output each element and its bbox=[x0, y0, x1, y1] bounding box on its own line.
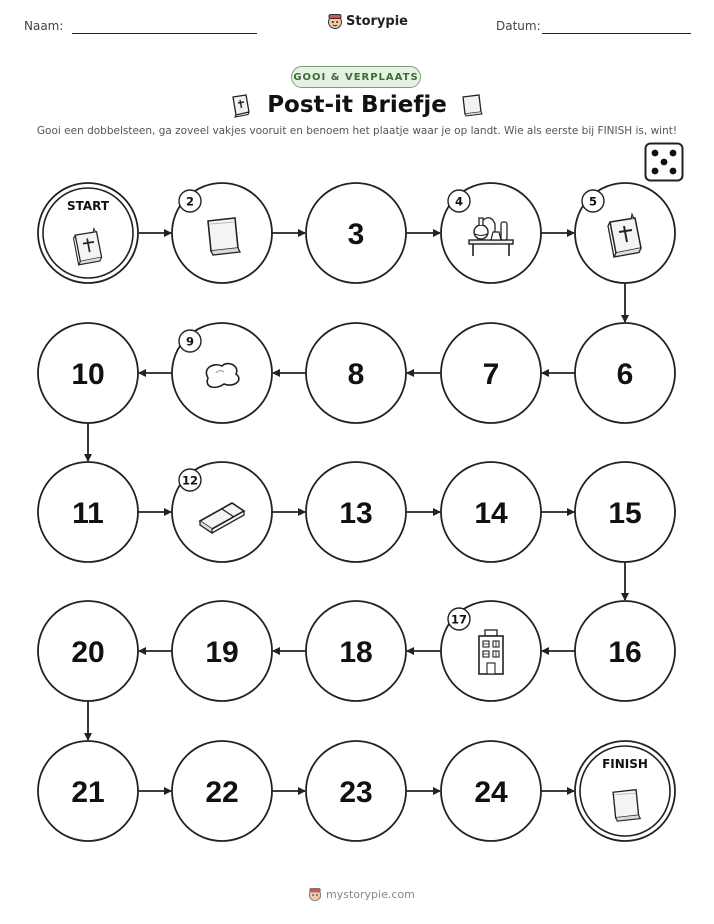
brand-name: Storypie bbox=[346, 14, 408, 29]
square-number: 20 bbox=[71, 636, 105, 669]
board-square-22[interactable] bbox=[172, 741, 272, 841]
square-number: 21 bbox=[71, 776, 105, 809]
board-square-14[interactable] bbox=[441, 462, 541, 562]
board-square-18[interactable] bbox=[306, 601, 406, 701]
board-square-25[interactable] bbox=[575, 741, 675, 841]
square-number: 24 bbox=[474, 776, 508, 809]
square-number: 9 bbox=[185, 334, 195, 349]
square-number: 2 bbox=[185, 194, 195, 209]
square-number: 13 bbox=[339, 497, 373, 530]
sticky-note-icon bbox=[208, 218, 240, 255]
board-square-16[interactable] bbox=[575, 601, 675, 701]
board-squares bbox=[38, 183, 675, 841]
square-number: 18 bbox=[339, 636, 373, 669]
square-number: 17 bbox=[450, 612, 468, 627]
square-number: 15 bbox=[608, 497, 642, 530]
square-number: 7 bbox=[482, 358, 500, 391]
storypie-mascot-icon bbox=[308, 887, 322, 902]
finish-label: FINISH bbox=[602, 757, 648, 771]
board-square-13[interactable] bbox=[306, 462, 406, 562]
square-number: 3 bbox=[347, 218, 365, 251]
board-square-2[interactable] bbox=[172, 183, 272, 283]
square-number: 4 bbox=[454, 194, 464, 209]
puddle-icon bbox=[206, 364, 239, 388]
board-square-5[interactable] bbox=[575, 183, 675, 283]
square-number: 8 bbox=[347, 358, 365, 391]
square-number: 22 bbox=[205, 776, 239, 809]
activity-badge: GOOI & VERPLAATS bbox=[291, 66, 421, 88]
board-square-11[interactable] bbox=[38, 462, 138, 562]
board-square-6[interactable] bbox=[575, 323, 675, 423]
board-square-24[interactable] bbox=[441, 741, 541, 841]
board-square-9[interactable] bbox=[172, 323, 272, 423]
square-number: 5 bbox=[588, 194, 598, 209]
board-square-1[interactable] bbox=[38, 183, 138, 283]
square-number: 6 bbox=[616, 358, 634, 391]
footer-url[interactable]: mystorypie.com bbox=[326, 888, 415, 901]
building-icon bbox=[479, 630, 503, 674]
board-square-4[interactable] bbox=[441, 183, 541, 283]
square-number: 12 bbox=[181, 473, 199, 488]
board-square-21[interactable] bbox=[38, 741, 138, 841]
square-number: 14 bbox=[474, 497, 508, 530]
board-square-15[interactable] bbox=[575, 462, 675, 562]
instructions: Gooi een dobbelsteen, ga zoveel vakjes vooruit en benoem het plaatje waar je op landt. Wie als eerste bij FINISH is, wint! bbox=[36, 125, 678, 137]
square-number: 23 bbox=[339, 776, 373, 809]
board-square-12[interactable] bbox=[172, 462, 272, 562]
board-square-17[interactable] bbox=[441, 601, 541, 701]
board-square-8[interactable] bbox=[306, 323, 406, 423]
date-label: Datum: bbox=[496, 19, 541, 33]
board-square-7[interactable] bbox=[441, 323, 541, 423]
start-label: START bbox=[66, 199, 110, 213]
board-square-19[interactable] bbox=[172, 601, 272, 701]
page-title: Post-it Briefje bbox=[267, 92, 447, 118]
sticky-note-icon bbox=[613, 790, 640, 821]
board-square-23[interactable] bbox=[306, 741, 406, 841]
square-number: 10 bbox=[71, 358, 105, 391]
square-number: 11 bbox=[72, 497, 104, 530]
board-square-20[interactable] bbox=[38, 601, 138, 701]
footer bbox=[308, 887, 415, 902]
square-number: 16 bbox=[608, 636, 642, 669]
board-square-3[interactable] bbox=[306, 183, 406, 283]
name-label: Naam: bbox=[24, 19, 64, 33]
square-number: 19 bbox=[205, 636, 239, 669]
board-square-10[interactable] bbox=[38, 323, 138, 423]
